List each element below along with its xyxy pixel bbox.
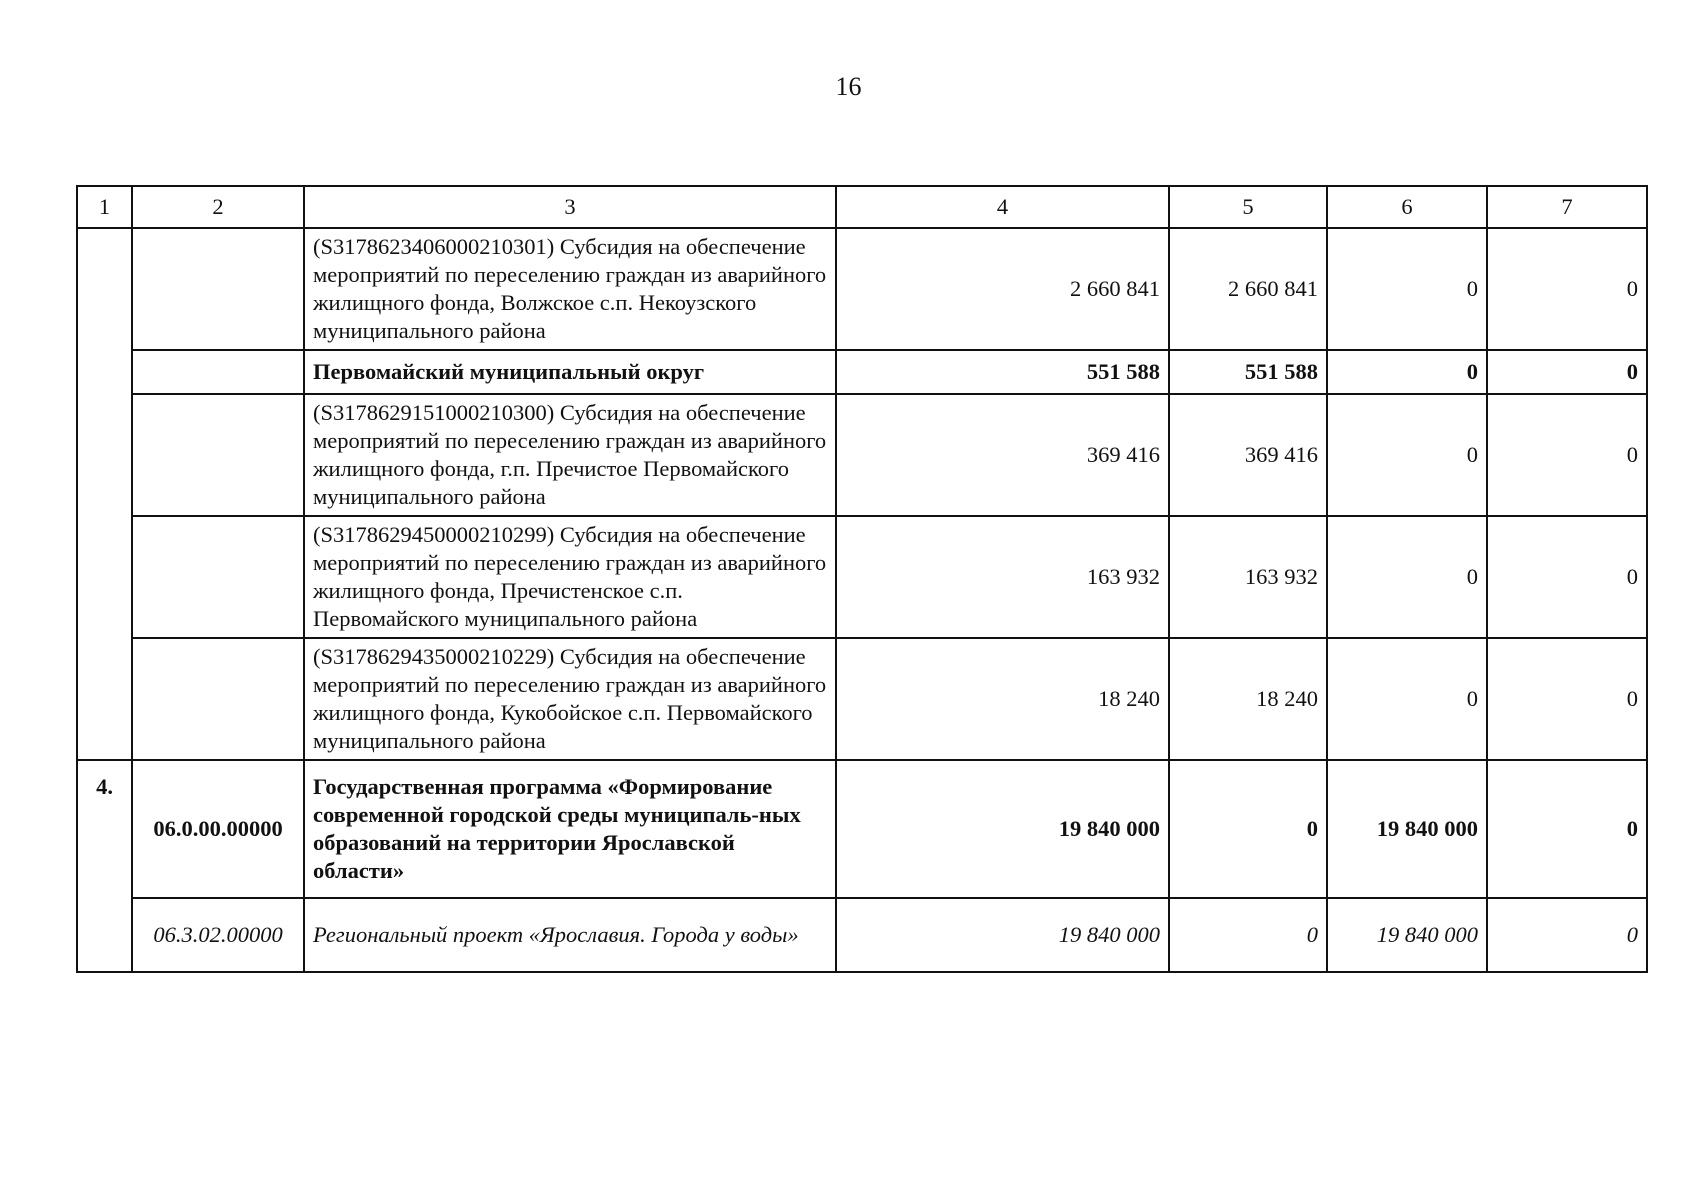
value-col-7: 0 xyxy=(1487,350,1647,394)
value-col-7: 0 xyxy=(1487,760,1647,898)
description-cell: (S3178629151000210300) Субсидия на обеспечение мероприятий по переселению граждан из аварийного жилищного фонда, г.п. Пречистое Первомайского муниципального района xyxy=(304,394,836,516)
code-cell xyxy=(132,516,304,638)
budget-table xyxy=(76,185,1648,973)
value-col-4: 2 660 841 xyxy=(836,228,1169,350)
code-cell: 06.3.02.00000 xyxy=(132,898,304,972)
header-col-1: 1 xyxy=(77,186,132,228)
value-col-5: 0 xyxy=(1169,760,1327,898)
value-col-4: 163 932 xyxy=(836,516,1169,638)
code-cell xyxy=(132,638,304,760)
header-col-2: 2 xyxy=(132,186,304,228)
description-cell: (S3178629450000210299) Субсидия на обеспечение мероприятий по переселению граждан из аварийного жилищного фонда, Пречистенское с.п. Первомайского муниципального района xyxy=(304,516,836,638)
description-cell: Первомайский муниципальный округ xyxy=(304,350,836,394)
table-row xyxy=(77,898,1647,972)
value-col-4: 19 840 000 xyxy=(836,760,1169,898)
value-col-6: 19 840 000 xyxy=(1327,760,1487,898)
value-col-5: 2 660 841 xyxy=(1169,228,1327,350)
row-index-cell: 4. xyxy=(77,760,132,972)
value-col-5: 0 xyxy=(1169,898,1327,972)
value-col-6: 0 xyxy=(1327,394,1487,516)
value-col-6: 0 xyxy=(1327,638,1487,760)
value-col-7: 0 xyxy=(1487,394,1647,516)
header-col-4: 4 xyxy=(836,186,1169,228)
value-col-5: 18 240 xyxy=(1169,638,1327,760)
header-row xyxy=(77,186,1647,228)
value-col-5: 163 932 xyxy=(1169,516,1327,638)
value-col-5: 369 416 xyxy=(1169,394,1327,516)
table-row xyxy=(77,228,1647,350)
row-index-cell xyxy=(77,228,132,760)
description-cell: (S3178623406000210301) Субсидия на обеспечение мероприятий по переселению граждан из аварийного жилищного фонда, Волжское с.п. Некоузского муниципального района xyxy=(304,228,836,350)
header-col-5: 5 xyxy=(1169,186,1327,228)
header-col-6: 6 xyxy=(1327,186,1487,228)
value-col-4: 18 240 xyxy=(836,638,1169,760)
value-col-7: 0 xyxy=(1487,228,1647,350)
description-cell: Государственная программа «Формирование современной городской среды муниципаль-ных образований на территории Ярославской области» xyxy=(304,760,836,898)
value-col-7: 0 xyxy=(1487,898,1647,972)
code-cell xyxy=(132,228,304,350)
header-col-7: 7 xyxy=(1487,186,1647,228)
page-number: 16 xyxy=(835,72,862,101)
value-col-6: 0 xyxy=(1327,516,1487,638)
table-row xyxy=(77,350,1647,394)
description-cell: Региональный проект «Ярославия. Города у воды» xyxy=(304,898,836,972)
value-col-6: 19 840 000 xyxy=(1327,898,1487,972)
value-col-5: 551 588 xyxy=(1169,350,1327,394)
value-col-7: 0 xyxy=(1487,516,1647,638)
value-col-4: 551 588 xyxy=(836,350,1169,394)
header-col-3: 3 xyxy=(304,186,836,228)
value-col-6: 0 xyxy=(1327,350,1487,394)
table-row xyxy=(77,760,1647,898)
code-cell xyxy=(132,394,304,516)
table-row xyxy=(77,516,1647,638)
table-row xyxy=(77,394,1647,516)
table-row xyxy=(77,638,1647,760)
code-cell: 06.0.00.00000 xyxy=(132,760,304,898)
value-col-7: 0 xyxy=(1487,638,1647,760)
value-col-6: 0 xyxy=(1327,228,1487,350)
value-col-4: 369 416 xyxy=(836,394,1169,516)
description-cell: (S3178629435000210229) Субсидия на обеспечение мероприятий по переселению граждан из аварийного жилищного фонда, Кукобойское с.п. Первомайского муниципального района xyxy=(304,638,836,760)
value-col-4: 19 840 000 xyxy=(836,898,1169,972)
code-cell xyxy=(132,350,304,394)
